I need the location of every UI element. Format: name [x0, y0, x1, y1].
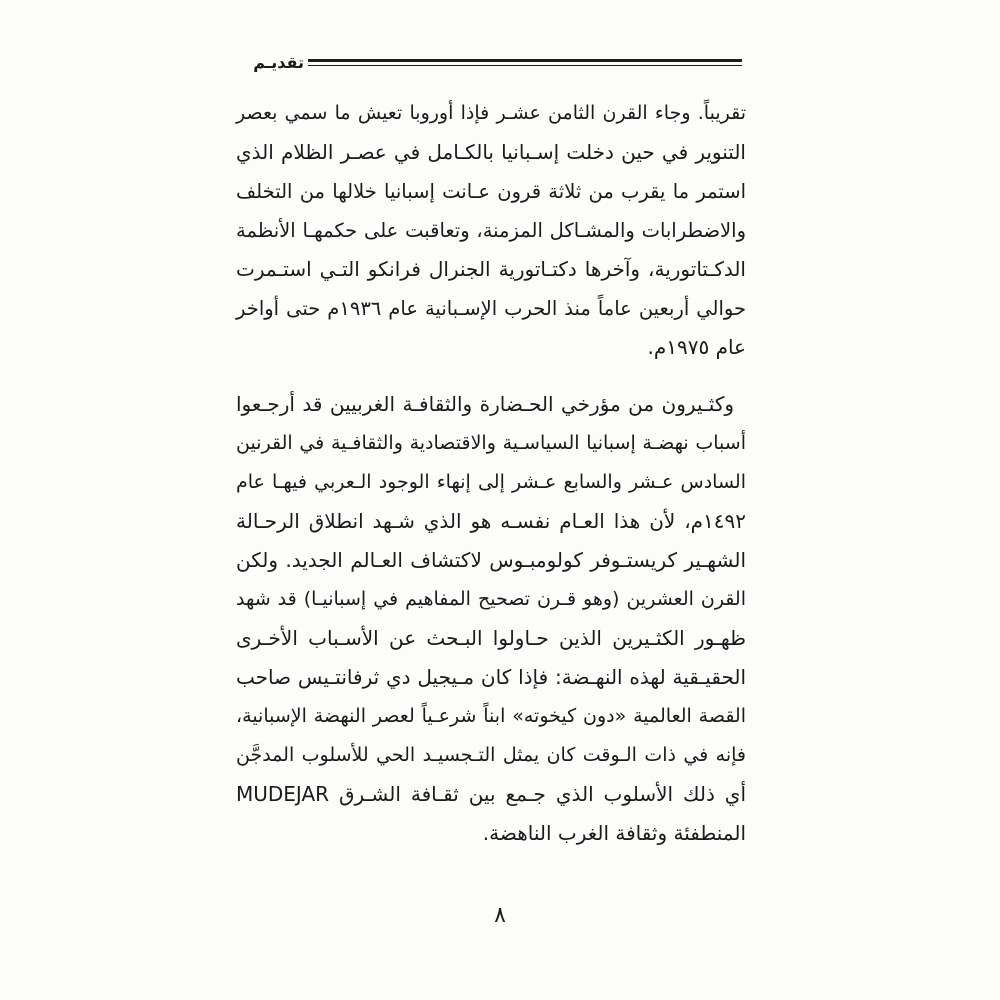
text-line: القرن العشرين (وهو قـرن تصحيح المفاهيم في إسبانيـا) قد شهد — [236, 588, 746, 610]
text-line: الدكـتاتورية، وآخرها دكتـاتورية الجنرال فرانكو التـي استـمرت — [236, 257, 746, 281]
text-line: استمر ما يقرب من ثلاثة قرون عـانت إسبانيا خلالها من التخلف — [236, 180, 746, 203]
text-line: والاضطرابات والمشـاكل المزمنة، وتعاقبت على حكمهـا الأنظمة — [236, 219, 746, 242]
text-line: السادس عـشر والسابع عـشر إلى إنهاء الوجود الـعربي فيهـا عام — [236, 471, 746, 493]
text-line: القصة العالمية «دون كيخوته» ابناً شرعـياً لعصر النهضة الإسبانية، — [236, 705, 746, 727]
text-line: وكثـيرون من مؤرخي الحـضارة والثقافـة الغربيين قد أرجـعوا — [236, 392, 734, 416]
text-line: عام ١٩٧٥م. — [647, 335, 746, 359]
text-line: فإنه في ذات الـوقت كان يمثل التـجسيـد الحي للأسلوب المدجَّن — [236, 744, 746, 766]
text-line: الشهـير كريستـوفر كولومبـوس لاكتشاف العـالم الجديد. ولكن — [236, 548, 746, 572]
text-line: حوالي أربعين عاماً منذ الحرب الإسـبانية عام ١٩٣٦م حتى أواخر — [236, 297, 746, 320]
text-line: ظهـور الكثـيرين الذين حـاولوا البـحث عن الأسـباب الأخـرى — [236, 626, 746, 650]
text-line: الحقيـقية لهذه النهـضة: فإذا كان مـيجيل دي ثرفانتـيس صاحب — [236, 665, 746, 689]
text-line: التنوير في حين دخلت إسـبانيا بالكـامل في عصـر الظلام الذي — [236, 140, 746, 164]
paragraph-2 — [236, 385, 746, 853]
page-number: ٨ — [494, 903, 506, 928]
text-line: ١٤٩٢م، لأن هذا العـام نفسـه هو الذي شـهد انطلاق الرحـالة — [236, 509, 746, 533]
header-rule-thin — [308, 65, 742, 66]
paragraph-1 — [236, 94, 746, 367]
text-line: المنطفئة وثقافة الغرب الناهضة. — [482, 821, 746, 845]
text-line: أسباب نهضـة إسبانيا السياسـية والاقتصادية والثقافـية في القرنين — [236, 432, 746, 454]
text-line: تقريباً. وجاء القرن الثامن عشـر فإذا أوروبا تعيش ما سمي بعصر — [236, 102, 746, 124]
header-rule-thick — [308, 59, 742, 62]
running-header-title: تقديـم — [253, 53, 304, 72]
text-line: MUDEJAR أي ذلك الأسلوب الذي جـمع بين ثقـافة الشـرق — [236, 782, 746, 806]
